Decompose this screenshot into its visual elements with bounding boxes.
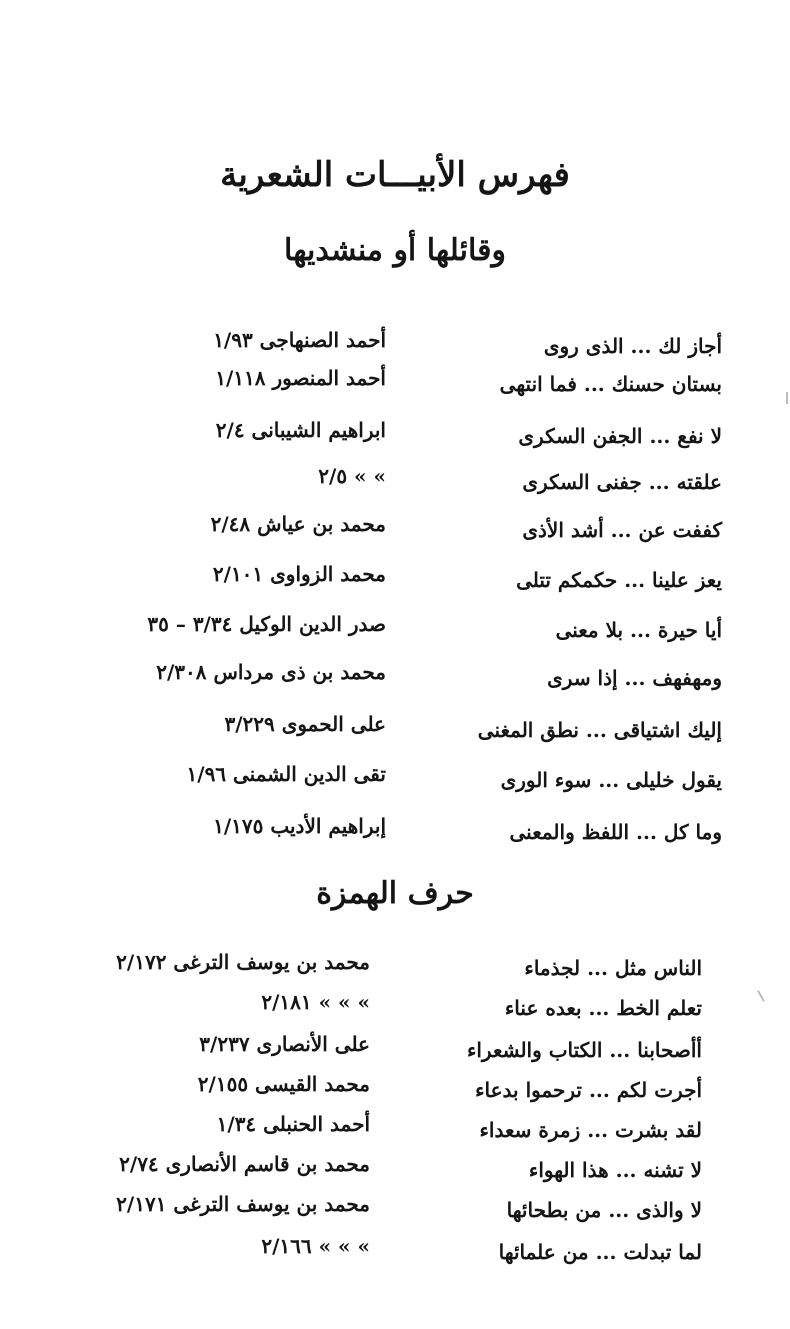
verse-text: أيا حيرة ... بلا معنى	[555, 618, 722, 642]
verse-text: لا تشنه ... هذا الهواء	[528, 1158, 702, 1182]
verse-entry	[0, 762, 790, 802]
verse-text: ومهفهف ... إذا سرى	[547, 666, 722, 690]
verse-text: وما كل ... اللفظ والمعنى	[509, 820, 722, 844]
verse-entry	[0, 512, 790, 552]
verse-text: تعلم الخط ... بعده عناء	[504, 996, 702, 1020]
verse-entry	[0, 712, 790, 752]
verse-text: لا والذى ... من بطحائها	[506, 1198, 702, 1222]
verse-entry	[0, 1152, 790, 1192]
poet-reference: محمد بن يوسف الترغى ٢/١٧٢	[116, 950, 370, 974]
verse-text: أأصحابنا ... الكتاب والشعراء	[466, 1038, 702, 1062]
verse-entry	[0, 660, 790, 700]
poet-reference: على الحموى ٣/٢٢٩	[224, 712, 386, 736]
poet-reference: » » ٢/٥	[318, 464, 386, 488]
poet-reference: محمد القيسى ٢/١٥٥	[197, 1072, 370, 1096]
poet-reference: ابراهيم الشيبانى ٢/٤	[215, 418, 386, 442]
poet-reference: صدر الدين الوكيل ٣/٣٤ – ٣٥	[147, 612, 386, 636]
verse-text: يعز علينا ... حكمكم تتلى	[516, 568, 722, 592]
verse-entry	[0, 328, 790, 368]
poet-reference: محمد بن يوسف الترغى ٢/١٧١	[116, 1192, 370, 1216]
section-heading: حرف الهمزة	[316, 876, 474, 911]
poet-reference: » » » ٢/١٨١	[261, 990, 370, 1014]
verse-entry	[0, 1192, 790, 1232]
verse-entry	[0, 464, 790, 504]
verse-entry	[0, 950, 790, 990]
verse-text: يقول خليلى ... سوء الورى	[500, 768, 722, 792]
verse-text: علقته ... جفنى السكرى	[522, 470, 722, 494]
verse-entry	[0, 1072, 790, 1112]
page-subtitle: وقائلها أو منشديها	[284, 233, 506, 268]
verse-text: أجاز لك ... الذى روى	[543, 334, 722, 358]
poet-reference: محمد بن عياش ٢/٤٨	[210, 512, 386, 536]
verse-text: إليك اشتياقى ... نطق المغنى	[477, 718, 722, 742]
verse-entry	[0, 366, 790, 406]
verse-entry	[0, 612, 790, 652]
verse-text: لقد بشرت ... زمرة سعداء	[479, 1118, 702, 1142]
poet-reference: أحمد الحنبلى ١/٣٤	[216, 1112, 370, 1136]
verse-entry	[0, 1234, 790, 1274]
poet-reference: » » » ٢/١٦٦	[261, 1234, 370, 1258]
verse-entry	[0, 814, 790, 854]
poet-reference: على الأنصارى ٣/٢٣٧	[199, 1032, 370, 1056]
poet-reference: إبراهيم الأديب ١/١٧٥	[213, 814, 386, 838]
verse-entry	[0, 1032, 790, 1072]
page-title: فهرس الأبيـــات الشعرية	[220, 155, 570, 195]
poet-reference: محمد بن ذى مرداس ٢/٣٠٨	[156, 660, 386, 684]
poet-reference: أحمد المنصور ١/١١٨	[215, 366, 386, 390]
verse-text: أجرت لكم ... ترحموا بدعاء	[475, 1078, 702, 1102]
poet-reference: محمد بن قاسم الأنصارى ٢/٧٤	[119, 1152, 370, 1176]
verse-entry	[0, 418, 790, 458]
verse-text: بستان حسنك ... فما انتهى	[499, 372, 722, 396]
verse-text: كففت عن ... أشد الأذى	[522, 518, 722, 542]
poet-reference: أحمد الصنهاجى ١/٩٣	[213, 328, 386, 352]
verse-entry	[0, 990, 790, 1030]
verse-text: لما تبدلت ... من علمائها	[498, 1240, 702, 1264]
verse-entry	[0, 1112, 790, 1152]
poet-reference: محمد الزواوى ٢/١٠١	[212, 562, 386, 586]
scan-speck	[786, 392, 788, 404]
verse-entry	[0, 562, 790, 602]
verse-text: لا نفع ... الجفن السكرى	[518, 424, 722, 448]
verse-text: الناس مثل ... لجذماء	[524, 956, 702, 980]
poet-reference: تقى الدين الشمنى ١/٩٦	[186, 762, 386, 786]
